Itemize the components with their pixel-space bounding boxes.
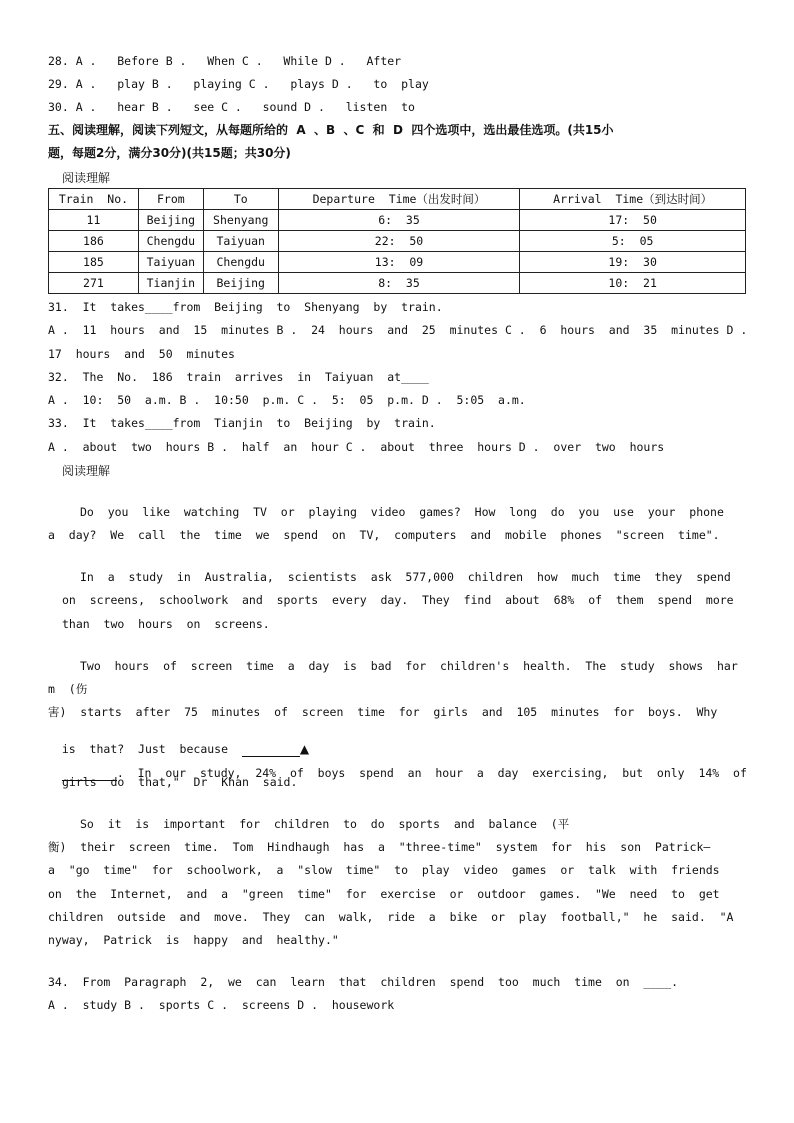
cell-to: Taiyuan	[203, 231, 278, 252]
question-32-stem: 32. The No. 186 train arrives in Taiyuan at____	[48, 370, 429, 384]
passage-p3-line3: 害) starts after 75 minutes of screen time for girls and 105 minutes for boys. Why	[48, 705, 718, 719]
question-33-stem: 33. It takes____from Tianjin to Beijing by train.	[48, 416, 436, 430]
question-28-options: 28. A . Before B . When C . While D . After	[48, 54, 402, 68]
header-from: From	[138, 189, 203, 210]
passage-p4-line3: a "go time" for schoolwork, a "slow time" to play video games or talk with friends	[48, 863, 720, 877]
train-timetable	[48, 188, 746, 294]
reading-label: 阅读理解	[62, 464, 111, 478]
passage-p4-line6: nyway, Patrick is happy and healthy."	[48, 933, 339, 947]
question-32-options: A . 10: 50 a.m. B . 10:50 p.m. C . 5: 05 p.m. D . 5:05 a.m.	[48, 393, 526, 407]
cell-to: Beijing	[203, 273, 278, 294]
section-5-instruction-line2: 题，每题2分，满分30分)(共15题；共30分)	[48, 146, 291, 160]
cell-train-no: 186	[49, 231, 139, 252]
passage-p3-line4-text: is that? Just because	[61, 742, 242, 756]
passage-p1-line1: Do you like watching TV or playing video games? How long do you use your phone	[80, 505, 724, 519]
question-29-options: 29. A . play B . playing C . plays D . to play	[48, 77, 429, 91]
cell-departure: 13: 09	[278, 252, 520, 273]
passage-p3-line5-text: . In our study, 24% of boys spend an hour a day exercising, but only 14% of	[116, 766, 747, 780]
question-34-options: A . study B . sports C . screens D . housework	[48, 998, 395, 1012]
cell-departure: 22: 50	[278, 231, 520, 252]
passage-p3-line2: m (伤	[48, 682, 88, 696]
cell-to: Shenyang	[203, 210, 278, 231]
cell-arrival: 5: 05	[520, 231, 746, 252]
table-row	[49, 273, 746, 294]
cell-from: Chengdu	[138, 231, 203, 252]
question-31-options-line1: A . 11 hours and 15 minutes B . 24 hours and 25 minutes C . 6 hours and 35 minutes D .	[48, 323, 748, 337]
passage-p3-line1: Two hours of screen time a day is bad for children's health. The study shows har	[80, 659, 738, 673]
header-train-no: Train No.	[49, 189, 139, 210]
cell-from: Tianjin	[138, 273, 203, 294]
blank-marker-icon: ▲	[299, 742, 310, 756]
question-31-stem: 31. It takes____from Beijing to Shenyang by train.	[48, 300, 443, 314]
passage-p2-line2: on screens, schoolwork and sports every day. They find about 68% of them spend more	[62, 593, 734, 607]
cell-departure: 6: 35	[278, 210, 520, 231]
table-row	[49, 231, 746, 252]
cell-train-no: 185	[49, 252, 139, 273]
header-departure-time: Departure Time（出发时间）	[278, 189, 520, 210]
header-arrival-time: Arrival Time（到达时间）	[520, 189, 746, 210]
passage-p3-line6: girls do that," Dr Khan said.	[62, 775, 298, 789]
question-30-options: 30. A . hear B . see C . sound D . listen to	[48, 100, 415, 114]
passage-p4-line1: So it is important for children to do sports and balance (平	[80, 817, 570, 831]
passage-p4-line4: on the Internet, and a "green time" for exercise or outdoor games. "We need to get	[48, 887, 720, 901]
cell-arrival: 10: 21	[520, 273, 746, 294]
passage-p2-line1: In a study in Australia, scientists ask 577,000 children how much time they spend	[80, 570, 731, 584]
passage-p2-line3: than two hours on screens.	[62, 617, 270, 631]
cell-train-no: 271	[49, 273, 139, 294]
cell-departure: 8: 35	[278, 273, 520, 294]
reading-label: 阅读理解	[62, 171, 111, 185]
header-to: To	[203, 189, 278, 210]
table-row	[49, 210, 746, 231]
section-5-instruction-line1: 五、阅读理解，阅读下列短文，从每题所给的 A 、B 、C 和 D 四个选项中，选出最佳选项。(共15小	[48, 123, 614, 137]
question-34-stem: 34. From Paragraph 2, we can learn that children spend too much time on ____.	[48, 975, 679, 989]
passage-p4-line5: children outside and move. They can walk, ride a bike or play football," he said. "A	[48, 910, 734, 924]
cell-to: Chengdu	[203, 252, 278, 273]
cell-train-no: 11	[49, 210, 139, 231]
timetable-header-row	[49, 189, 746, 210]
cell-arrival: 17: 50	[520, 210, 746, 231]
cell-arrival: 19: 30	[520, 252, 746, 273]
cell-from: Beijing	[138, 210, 203, 231]
cell-from: Taiyuan	[138, 252, 203, 273]
question-31-options-line2: 17 hours and 50 minutes	[48, 347, 235, 361]
passage-p4-line2: 衡) their screen time. Tom Hindhaugh has a "three-time" system for his son Patrick—	[48, 840, 711, 854]
passage-p1-line2: a day? We call the time we spend on TV, computers and mobile phones "screen time".	[48, 528, 720, 542]
table-row	[49, 252, 746, 273]
question-33-options: A . about two hours B . half an hour C . about three hours D . over two hours	[48, 440, 665, 454]
